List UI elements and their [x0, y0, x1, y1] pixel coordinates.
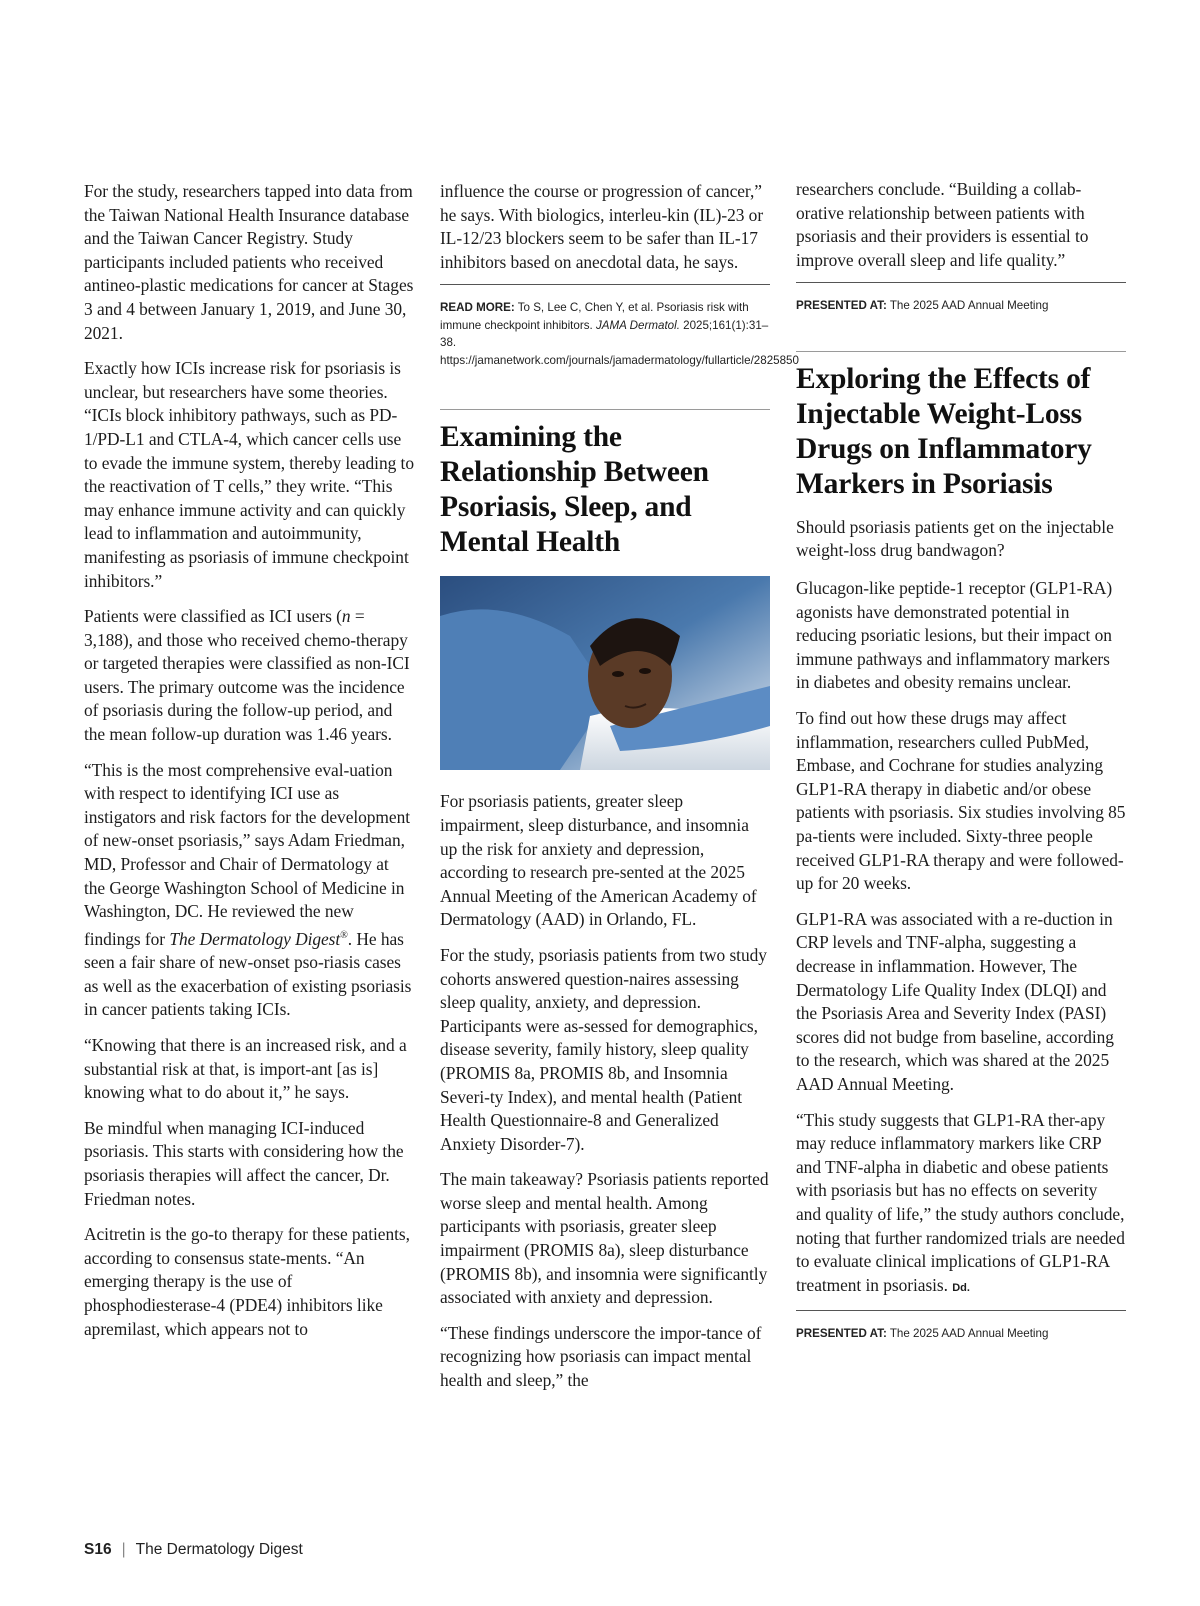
text-run: “This is the most comprehensive eval-uation with respect to identifying ICI use as instigators and risk factors for the development of new-onset psoriasis,” says Adam Friedman, MD, Professor and Chair of Dermatology at the George Washington School of Medicine in Washington, DC. He reviewed the new findings for [84, 759, 411, 949]
publication-name: The Dermatology Digest [169, 928, 341, 949]
read-more-citation [440, 299, 799, 369]
column-3 [796, 178, 1126, 1343]
presented-label: PRESENTED AT: [796, 1327, 887, 1341]
article-dek: Should psoriasis patients get on the injectable weight-loss drug bandwagon? [796, 516, 1114, 561]
paragraph: Be mindful when managing ICI-induced psoriasis. This starts with considering how the psoriasis therapies will affect the cancer, Dr. Friedman notes. [84, 1117, 404, 1209]
citation-text: To S, Lee C, Chen Y, et al. Psoriasis risk with immune checkpoint inhibitors. [440, 301, 749, 332]
paragraph: “Knowing that there is an increased risk, and a substantial risk at that, is import-ant [as is] knowing what to do about it,” he says. [84, 1034, 407, 1103]
column-2 [440, 180, 799, 1405]
article-headline: Examining the Relationship Between Psoriasis, Sleep, and Mental Health [440, 421, 709, 559]
text-run: Patients were classified as ICI users ( [84, 606, 342, 627]
divider [796, 1310, 1126, 1311]
paragraph: influence the course or progression of cancer,” he says. With biologics, interleu-kin (IL)-23 or IL-12/23 blockers seem to be safer than IL-17 inhibitors based on anecdotal data, he says. [440, 181, 764, 272]
divider [440, 284, 770, 285]
paragraph [84, 759, 414, 1022]
presented-at [796, 297, 1126, 315]
page-number: S16 [84, 1541, 112, 1558]
paragraph: researchers conclude. “Building a collab-orative relationship between patients with psoriasis and their providers is essential to improve overall sleep and life quality.” [796, 179, 1089, 270]
paragraph: For the study, researchers tapped into data from the Taiwan National Health Insurance database and the Taiwan Cancer Registry. Study participants included patients who received antineo-plastic medications for cancer at Stages 3 and 4 between January 1, 2019, and June 30, 2021. [84, 181, 414, 343]
citation-url: 2025;161(1):31–38. https://jamanetwork.com/journals/jamadermatology/fullarticle/2825850 [440, 318, 799, 367]
presented-label: PRESENTED AT: [796, 299, 887, 313]
divider [796, 351, 1126, 352]
end-mark: Dd. [952, 1281, 970, 1294]
paragraph: To find out how these drugs may affect inflammation, researchers culled PubMed, Embase, and Cochrane for studies analyzing GLP1-RA therapy in diabetic and/or obese patients with psoriasis. Six studies involving 85 pa-tients were included. Sixty-three people received GLP1-RA therapy and were followed-up for 20 weeks. [796, 708, 1126, 894]
text-run: . He has seen a fair share of new-onset pso-riasis cases as well as the exacerbation of existing psoriasis in cancer patients taking ICIs. [84, 928, 412, 1020]
eye-shape [639, 668, 651, 674]
divider [796, 282, 1126, 283]
paragraph: Exactly how ICIs increase risk for psoriasis is unclear, but researchers have some theories. “ICIs block inhibitory pathways, such as PD-1/PD-L1 and CTLA-4, which cancer cells use to evade the immune system, thereby leading to the reactivation of T cells,” they write. “This may enhance immune activity and can quickly lead to inflammation and autoimmunity, manifesting as psoriasis of immune checkpoint inhibitors.” [84, 358, 414, 591]
registered-mark: ® [340, 929, 348, 941]
text-run: “This study suggests that GLP1-RA ther-apy may reduce inflammatory markers like CRP and TNF-alpha in diabetic and obese patients with psoriasis but has no effects on severity and quality of life,” the study authors conclude, noting that further randomized trials are needed to evaluate clinical implications of GLP1-RA treatment in psoriasis. [796, 1109, 1125, 1295]
presented-text: The 2025 AAD Annual Meeting [886, 299, 1049, 313]
photo-man-resting-in-bed [440, 576, 770, 770]
paragraph: For the study, psoriasis patients from two study cohorts answered question-naires assessing sleep quality, anxiety, and depression. Participants were as-sessed for demographics, disease severity, family history, sleep quality (PROMIS 8a, PROMIS 8b, and Insomnia Severi-ty Index), and mental health (Patient Health Questionnaire-8 and Generalized Anxiety Disorder-7). [440, 944, 767, 1154]
paragraph: “These findings underscore the impor-tance of recognizing how psoriasis can impact mental health and sleep,” the [440, 1322, 762, 1391]
read-more-label: READ MORE: [440, 301, 515, 315]
presented-at [796, 1325, 1126, 1343]
paragraph: The main takeaway? Psoriasis patients reported worse sleep and mental health. Among participants with psoriasis, greater sleep impairment (PROMIS 8a), sleep disturbance (PROMIS 8b), and insomnia were significantly associated with anxiety and depression. [440, 1169, 769, 1308]
publication-title: The Dermatology Digest [135, 1541, 303, 1558]
article-headline: Exploring the Effects of Injectable Weight-Loss Drugs on Inflammatory Markers in Psoriasis [796, 362, 1092, 500]
paragraph: For psoriasis patients, greater sleep impairment, sleep disturbance, and insomnia up the risk for anxiety and depression, according to research pre-sented at the 2025 Annual Meeting of the American Academy of Dermatology (AAD) in Orlando, FL. [440, 791, 757, 930]
journal-name: JAMA Dermatol. [595, 318, 680, 332]
divider [440, 409, 770, 410]
paragraph: Glucagon-like peptide-1 receptor (GLP1-RA) agonists have demonstrated potential in reducing psoriatic lesions, but their impact on immune pathways and inflammatory markers in diabetes and obesity remains unclear. [796, 578, 1113, 693]
column-1 [84, 180, 414, 1353]
paragraph: GLP1-RA was associated with a re-duction in CRP levels and TNF-alpha, suggesting a decrease in inflammation. However, The Dermatology Life Quality Index (DLQI) and the Psoriasis Area and Severity Index (PASI) scores did not budge from baseline, according to the research, which was shared at the 2025 AAD Annual Meeting. [796, 908, 1114, 1094]
paragraph [796, 1109, 1126, 1301]
paragraph: Acitretin is the go-to therapy for these patients, according to consensus state-ments. “An emerging therapy is the use of phosphodiesterase-4 (PDE4) inhibitors like apremilast, which appears not to [84, 1224, 410, 1339]
page-footer [84, 1541, 303, 1559]
italic-n: n [341, 606, 351, 627]
footer-divider: | [121, 1541, 126, 1558]
text-run: = 3,188), and those who received chemo-therapy or targeted therapies were classified as non-ICI users. The primary outcome was the incidence of psoriasis during the follow-up period, and the mean follow-up duration was 1.46 years. [84, 606, 410, 745]
eye-shape [612, 671, 624, 677]
paragraph [84, 605, 414, 747]
presented-text: The 2025 AAD Annual Meeting [886, 1327, 1049, 1341]
